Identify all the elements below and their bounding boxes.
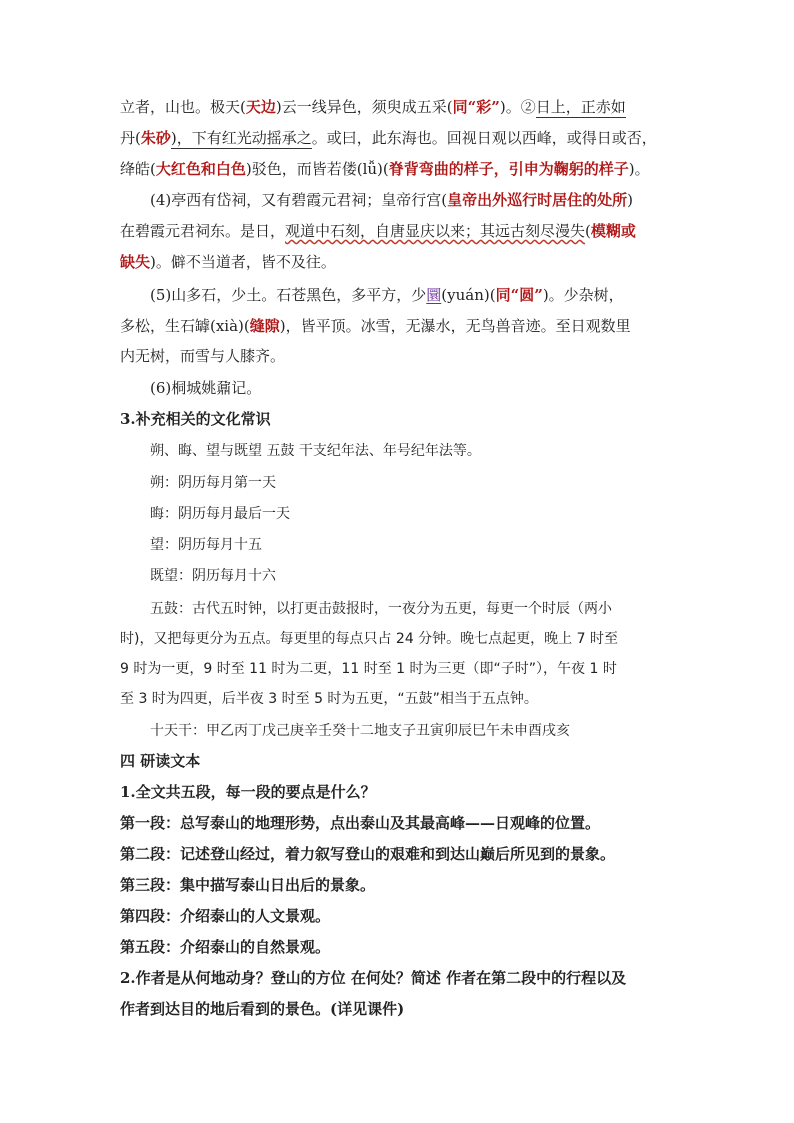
answer-para4: 第四段：介绍泰山的人文景观。 [120,907,331,925]
wugu-line4: 至 3 时为四更，后半夜 3 时至 5 时为五更，“五鼓”相当于五点钟。 [120,691,538,707]
term-shuo: 朔：阴历每月第一天 [150,475,276,491]
answer-para3: 第三段：集中描写泰山日出后的景象。 [120,876,376,894]
para6: (6)桐城姚鼐记。 [150,379,262,397]
para3-line1: 立者，山也。极天(天边)云一线异色，须臾成五采(同“彩”)。②日上，正赤如 [120,98,626,116]
wugu-line2: 时)，又把每更分为五点。每更里的每点只占 24 分钟。晚七点起更，晚上 7 时至 [120,631,618,647]
para5-line1: (5)山多石，少土。石苍黑色，多平方，少圜(yuán)(同“圆”)。少杂树， [150,286,624,304]
answer-para1: 第一段：总写泰山的地理形势，点出泰山及其最高峰——日观峰的位置。 [120,814,601,832]
ganzhi: 十天干：甲乙丙丁戊己庚辛壬癸十二地支子丑寅卯辰巳午未申酉戌亥 [150,723,570,739]
question-2-line1: 2.作者是从何地动身？登山的方位 在何处？简述 作者在第二段中的行程以及 [120,969,627,987]
answer-para5: 第五段：介绍泰山的自然景观。 [120,938,331,956]
question-2-line2: 作者到达目的地后看到的景色。(详见课件) [120,1000,405,1018]
para4-line3: 缺失)。僻不当道者，皆不及往。 [120,253,336,271]
term-jiwang: 既望：阴历每月十六 [150,568,276,584]
para5-line2: 多松，生石罅(xià)(缝隙)，皆平顶。冰雪，无瀑水，无鸟兽音迹。至日观数里 [120,317,631,335]
section3-heading: 3.补充相关的文化常识 [120,410,271,428]
section3-intro: 朔、晦、望与既望 五鼓 干支纪年法、年号纪年法等。 [150,443,481,459]
wugu-line3: 9 时为一更，9 时至 11 时为二更，11 时至 1 时为三更（即“子时”），午夜 1 时 [120,661,617,677]
para3-line3: 绛皓(大红色和白色)驳色，而皆若偻(lǚ)(脊背弯曲的样子，引申为鞠躬的样子)。 [120,160,650,178]
section4-heading: 四 研读文本 [120,752,201,770]
para5-line3: 内无树，而雪与人膝齐。 [120,347,286,365]
answer-para2: 第二段：记述登山经过，着力叙写登山的艰难和到达山巅后所见到的景象。 [120,845,616,863]
para4-line1: (4)亭西有岱祠，又有碧霞元君祠；皇帝行宫(皇帝出外巡行时居住的处所) [150,191,633,209]
para3-line2: 丹(朱砂)，下有红光动摇承之。或曰，此东海也。回视日观以西峰，或得日或否， [120,129,657,147]
question-1: 1.全文共五段，每一段的要点是什么？ [120,783,376,801]
term-hui: 晦：阴历每月最后一天 [150,506,290,522]
para4-line2: 在碧霞元君祠东。是日，观道中石刻，自唐显庆以来；其远古刻尽漫失(模糊或 [120,222,636,240]
wugu-line1: 五鼓：古代五时钟，以打更击鼓报时，一夜分为五更，每更一个时辰（两小 [150,601,612,617]
term-wang: 望：阴历每月十五 [150,537,262,553]
